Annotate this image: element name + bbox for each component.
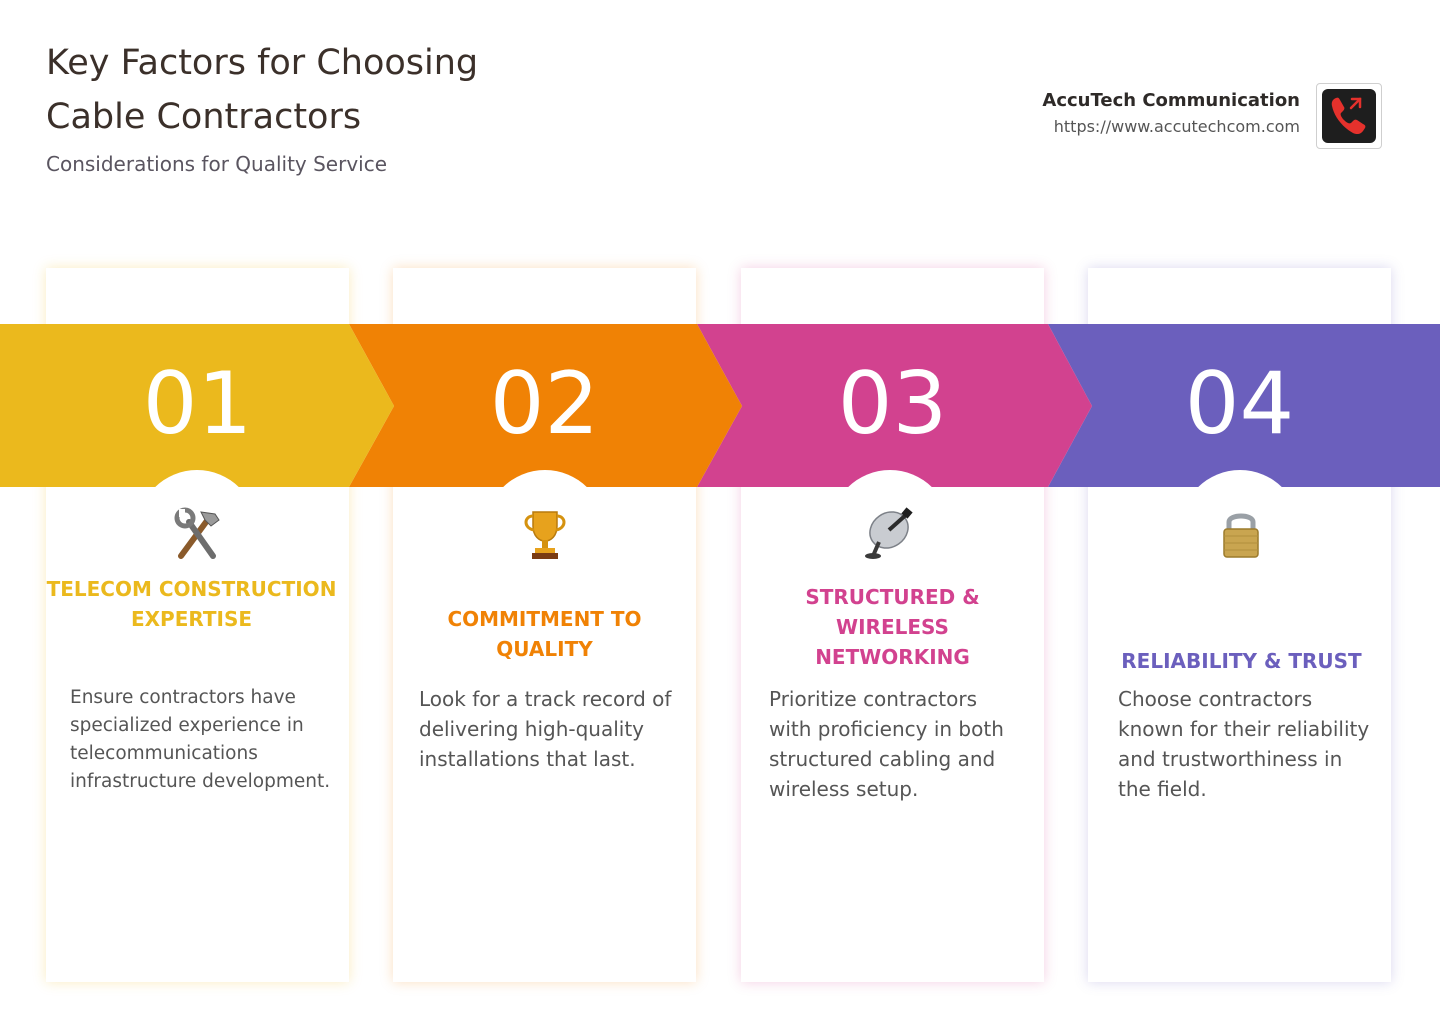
step-heading-3: STRUCTURED & WIRELESS NETWORKING <box>805 585 980 669</box>
step-number-1: 01 <box>142 354 253 454</box>
tools-icon <box>167 506 227 562</box>
brand-url[interactable]: https://www.accutechcom.com <box>1053 117 1300 136</box>
step-description-3: Prioritize contractors with proficiency in both structured cabling and wireless setup. <box>769 687 1004 801</box>
step-number-2: 02 <box>489 354 600 454</box>
step-description-1: Ensure contractors have specialized experience in telecommunications infrastructure development. <box>70 687 331 792</box>
step-description-2: Look for a track record of delivering high-quality installations that last. <box>419 687 672 771</box>
step-description-4: Choose contractors known for their reliability and trustworthiness in the field. <box>1118 687 1370 801</box>
step-number-4: 04 <box>1184 354 1295 454</box>
brand-logo <box>1316 83 1382 149</box>
step-number-3: 03 <box>837 354 948 454</box>
padlock-icon <box>1211 506 1271 562</box>
step-heading-1: TELECOM CONSTRUCTION EXPERTISE <box>46 577 337 631</box>
page-subtitle: Considerations for Quality Service <box>46 152 388 176</box>
step-heading-4: RELIABILITY & TRUST <box>1121 649 1362 673</box>
page-title: Key Factors for Choosing Cable Contractors <box>46 43 479 137</box>
satellite-dish-icon <box>861 506 921 562</box>
brand-block <box>1042 90 1300 136</box>
phone-icon <box>1322 89 1376 143</box>
brand-name: AccuTech Communication <box>1042 90 1300 111</box>
trophy-icon <box>515 506 575 562</box>
step-heading-2: COMMITMENT TO QUALITY <box>447 607 642 661</box>
